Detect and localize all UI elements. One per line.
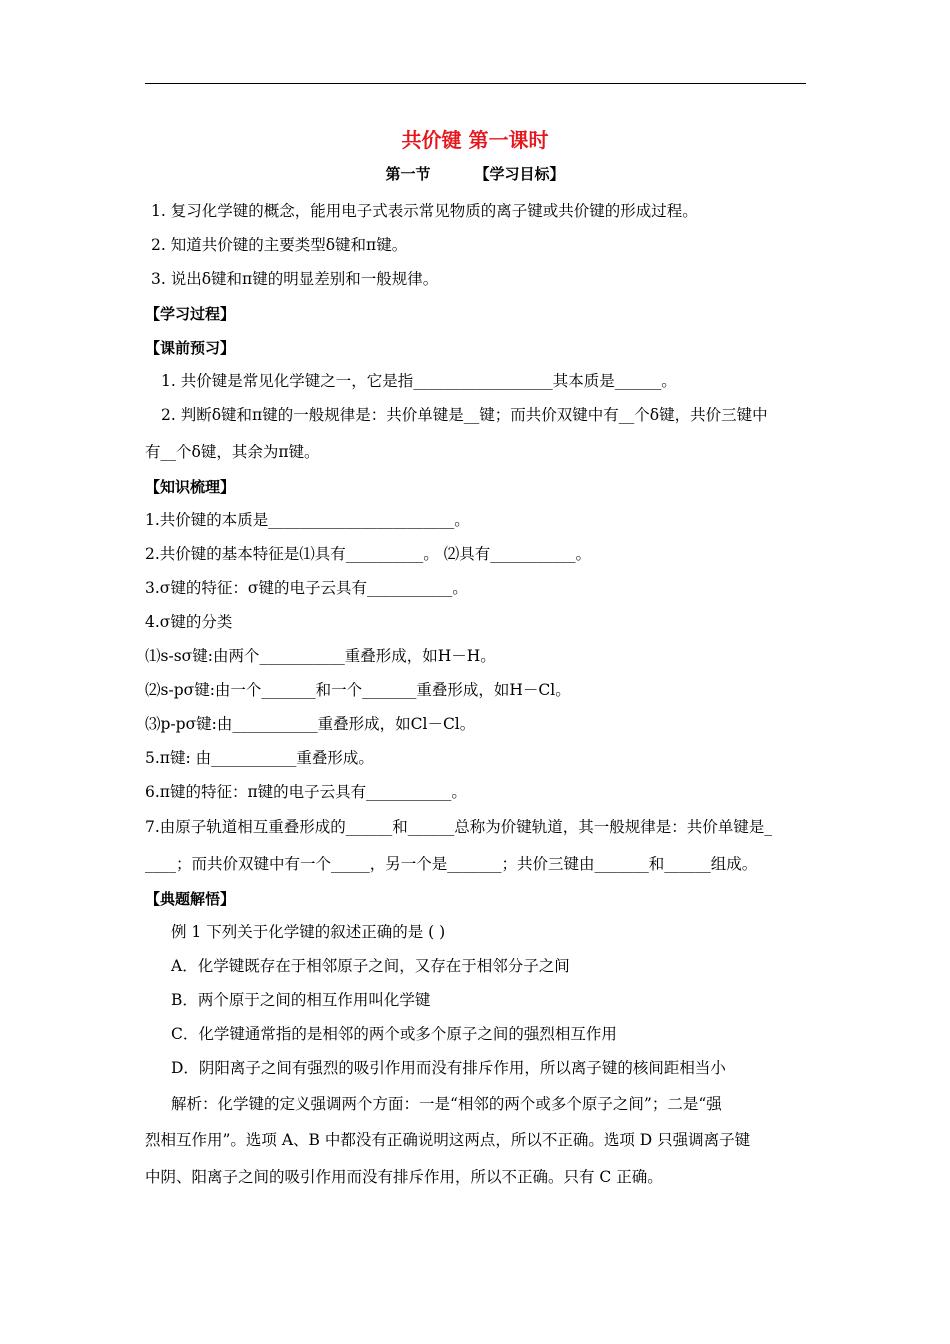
knowledge-item: 3.σ键的特征：σ键的电子云具有___________。 [145, 579, 468, 597]
objective-item: 3. 说出δ键和π键的明显差别和一般规律。 [151, 270, 439, 288]
example-analysis: 中阴、阳离子之间的吸引作用而没有排斥作用，所以不正确。只有 C 正确。 [145, 1168, 663, 1186]
knowledge-item: ⑴s-sσ键:由两个___________重叠形成，如H－H。 [145, 647, 496, 665]
example-option: C．化学键通常指的是相邻的两个或多个原子之间的强烈相互作用 [171, 1025, 617, 1043]
knowledge-item: ____；而共价双键中有一个_____，另一个是_______；共价三键由_______和______组成。 [145, 855, 758, 873]
process-heading: 【学习过程】 [145, 305, 236, 323]
knowledge-item: 4.σ键的分类 [145, 613, 233, 631]
objective-item: 1. 复习化学键的概念，能用电子式表示常见物质的离子键或共价键的形成过程。 [151, 202, 698, 220]
example-option: D．阴阳离子之间有强烈的吸引作用而没有排斥作用，所以离子键的核间距相当小 [171, 1059, 726, 1077]
preview-item: 2. 判断δ键和π键的一般规律是：共价单键是__键；而共价双键中有__个δ键，共价三键中 [161, 406, 768, 424]
section-subtitle [0, 163, 950, 184]
knowledge-item: 1.共价键的本质是________________________。 [145, 511, 470, 529]
example-analysis: 烈相互作用”。选项 A、B 中都没有正确说明这两点，所以不正确。选项 D 只强调离子键 [145, 1131, 751, 1149]
knowledge-item: 6.π键的特征：π键的电子云具有___________。 [145, 783, 467, 801]
header-rule [145, 83, 806, 84]
example-analysis: 解析：化学键的定义强调两个方面：一是“相邻的两个或多个原子之间”；二是“强 [171, 1095, 722, 1113]
knowledge-item: 2.共价键的基本特征是⑴具有__________。 ⑵具有___________。 [145, 545, 591, 563]
preview-item: 有__个δ键，其余为π键。 [145, 443, 320, 461]
objective-item: 2. 知道共价键的主要类型δ键和π键。 [151, 236, 408, 254]
section-label: 第一节 [385, 165, 431, 183]
knowledge-item: 7.由原子轨道相互重叠形成的______和______总称为价键轨道，其一般规律是：共价单键是_ [145, 818, 773, 836]
examples-heading: 【典题解悟】 [145, 890, 236, 908]
preview-heading: 【课前预习】 [145, 339, 236, 357]
knowledge-item: ⑶p-pσ键:由___________重叠形成，如Cl－Cl。 [145, 715, 476, 733]
objectives-heading: 【学习目标】 [474, 165, 565, 183]
page-title: 共价键 第一课时 [401, 128, 549, 152]
preview-item: 1. 共价键是常见化学键之一，它是指__________________其本质是______。 [161, 372, 677, 390]
knowledge-item: ⑵s-pσ键:由一个_______和一个_______重叠形成，如H－Cl。 [145, 681, 571, 699]
example-option: A．化学键既存在于相邻原子之间，又存在于相邻分子之间 [171, 957, 570, 975]
example-question: 例 1 下列关于化学键的叙述正确的是 ( ) [171, 923, 446, 941]
knowledge-heading: 【知识梳理】 [145, 478, 236, 496]
knowledge-item: 5.π键: 由___________重叠形成。 [145, 749, 374, 767]
example-option: B．两个原于之间的相互作用叫化学键 [171, 991, 431, 1009]
